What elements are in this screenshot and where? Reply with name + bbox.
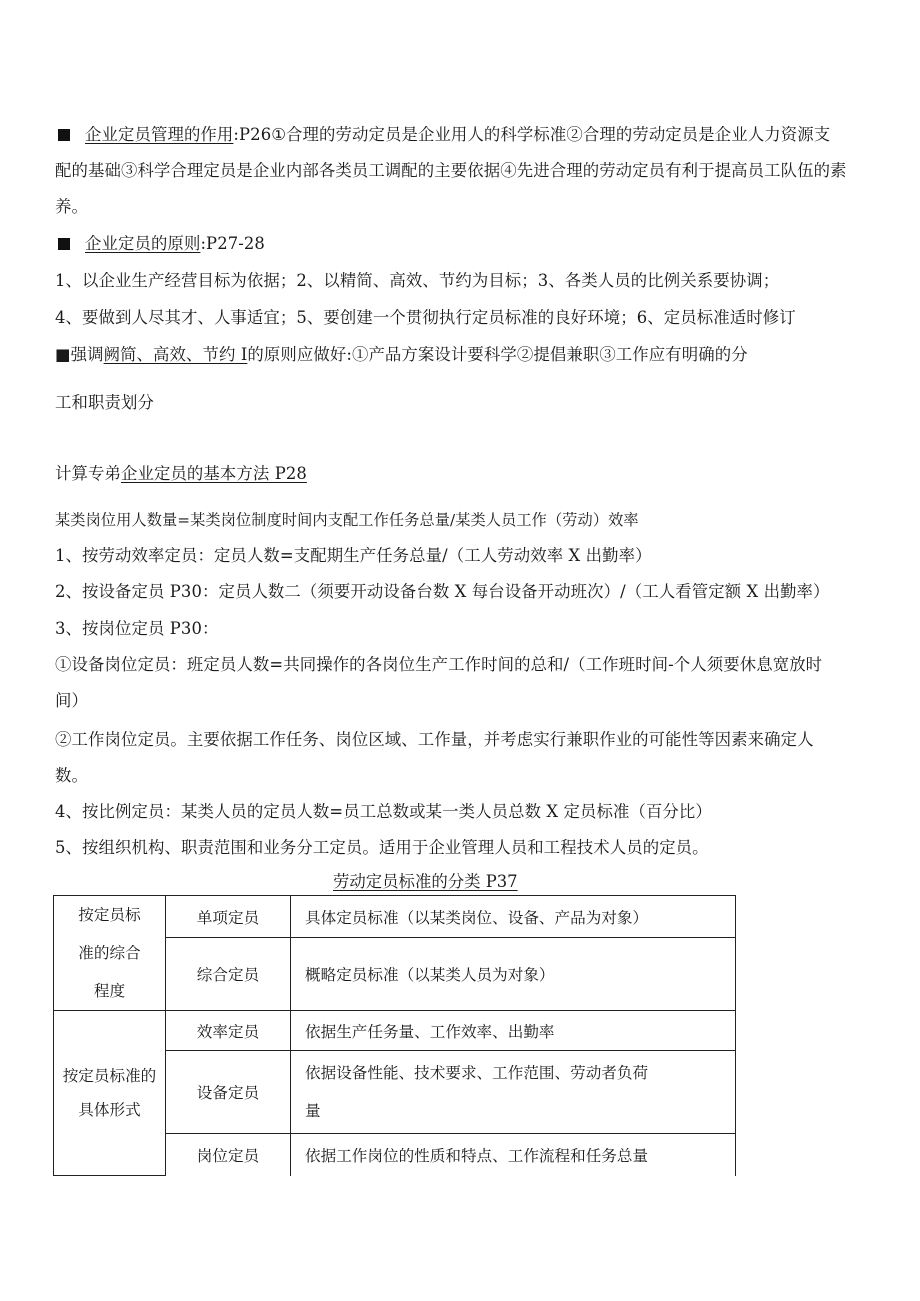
type-cell: 单项定员: [166, 896, 291, 938]
emphasis-underlined: 阙简、高效、节约 I: [103, 345, 248, 364]
section2-title: 企业定员的原则: [85, 234, 201, 253]
section1-line2: 配的基础③科学合理定员是企业内部各类员工调配的主要依据④先进合理的劳动定员有利于提高员工队伍的素: [55, 161, 847, 180]
type-cell: 综合定员: [166, 938, 291, 1011]
classification-table: [53, 895, 736, 1176]
desc-cell: 依据工作岗位的性质和特点、工作流程和任务总量: [291, 1134, 736, 1176]
method-4: 4、按比例定员：某类人员的定员人数=员工总数或某一类人员总数 X 定员标准（百分比）: [55, 802, 712, 821]
section1-title: 企业定员管理的作用: [85, 125, 234, 144]
method-3b-line1: ②工作岗位定员。主要依据工作任务、岗位区域、工作量，并考虑实行兼职作业的可能性等因素来确定人: [55, 730, 814, 749]
group2-label: 按定员标准的 具体形式: [54, 1011, 166, 1176]
type-cell: 效率定员: [166, 1011, 291, 1051]
method-3a-line2: 间）: [55, 691, 88, 710]
type-cell: 设备定员: [166, 1051, 291, 1134]
group1-label: 按定员标 准的综合 程度: [54, 896, 166, 1011]
section3-prefix: 计算专弟: [55, 464, 121, 483]
type-cell: 岗位定员: [166, 1134, 291, 1176]
formula-line: 某类岗位用人数量=某类岗位制度时间内支配工作任务总量/某类人员工作（劳动）效率: [55, 511, 639, 529]
section1-line3: 养。: [55, 197, 88, 216]
emphasis-rest: 的原则应做好:①产品方案设计要科学②提倡兼职③工作应有明确的分: [247, 345, 748, 364]
method-3a-line1: ①设备岗位定员：班定员人数=共同操作的各岗位生产工作时间的总和/（工作班时间-个人须要休息宽放时: [55, 655, 823, 674]
section1-text: :P26①合理的劳动定员是企业用人的科学标准②合理的劳动定员是企业人力资源支: [233, 125, 831, 144]
section2-line3: [55, 344, 748, 366]
desc-cell: 概略定员标准（以某类人员为对象）: [291, 938, 736, 1011]
desc-cell: 依据生产任务量、工作效率、出勤率: [291, 1011, 736, 1051]
desc-cell: 依据设备性能、技术要求、工作范围、劳动者负荷 量: [291, 1051, 736, 1134]
desc-cell: 具体定员标准（以某类岗位、设备、产品为对象）: [291, 896, 736, 938]
section1-line1: [55, 124, 830, 146]
emphasis-prefix: ■强调: [55, 345, 104, 364]
table-caption: 劳动定员标准的分类 P37: [333, 872, 518, 891]
square-bullet-icon: [58, 238, 70, 250]
method-5: 5、按组织机构、职责范围和业务分工定员。适用于企业管理人员和工程技术人员的定员。: [55, 838, 709, 857]
section3-heading: [55, 463, 307, 485]
section3-title: 企业定员的基本方法 P28: [120, 464, 307, 483]
table-row: [54, 896, 736, 938]
method-3b-line2: 数。: [55, 766, 88, 785]
section2-line1: 1、以企业生产经营目标为依据；2、以精简、高效、节约为目标；3、各类人员的比例关系要协调；: [55, 271, 780, 290]
square-bullet-icon: [58, 129, 70, 141]
section2-ref: :P27-28: [200, 234, 265, 253]
method-2: 2、按设备定员 P30：定员人数二（须要开动设备台数 X 每台设备开动班次）/（工人看管定额 X 出勤率）: [55, 582, 830, 601]
method-3: 3、按岗位定员 P30：: [55, 619, 219, 638]
section2-line2: 4、要做到人尽其才、人事适宜；5、要创建一个贯彻执行定员标准的良好环境；6、定员标准适时修订: [55, 308, 796, 327]
table-row: [54, 1011, 736, 1051]
section2-line4: 工和职责划分: [55, 393, 154, 412]
method-1: 1、按劳动效率定员：定员人数=支配期生产任务总量/（工人劳动效率 X 出勤率）: [55, 546, 652, 565]
section2-heading: [55, 233, 265, 255]
